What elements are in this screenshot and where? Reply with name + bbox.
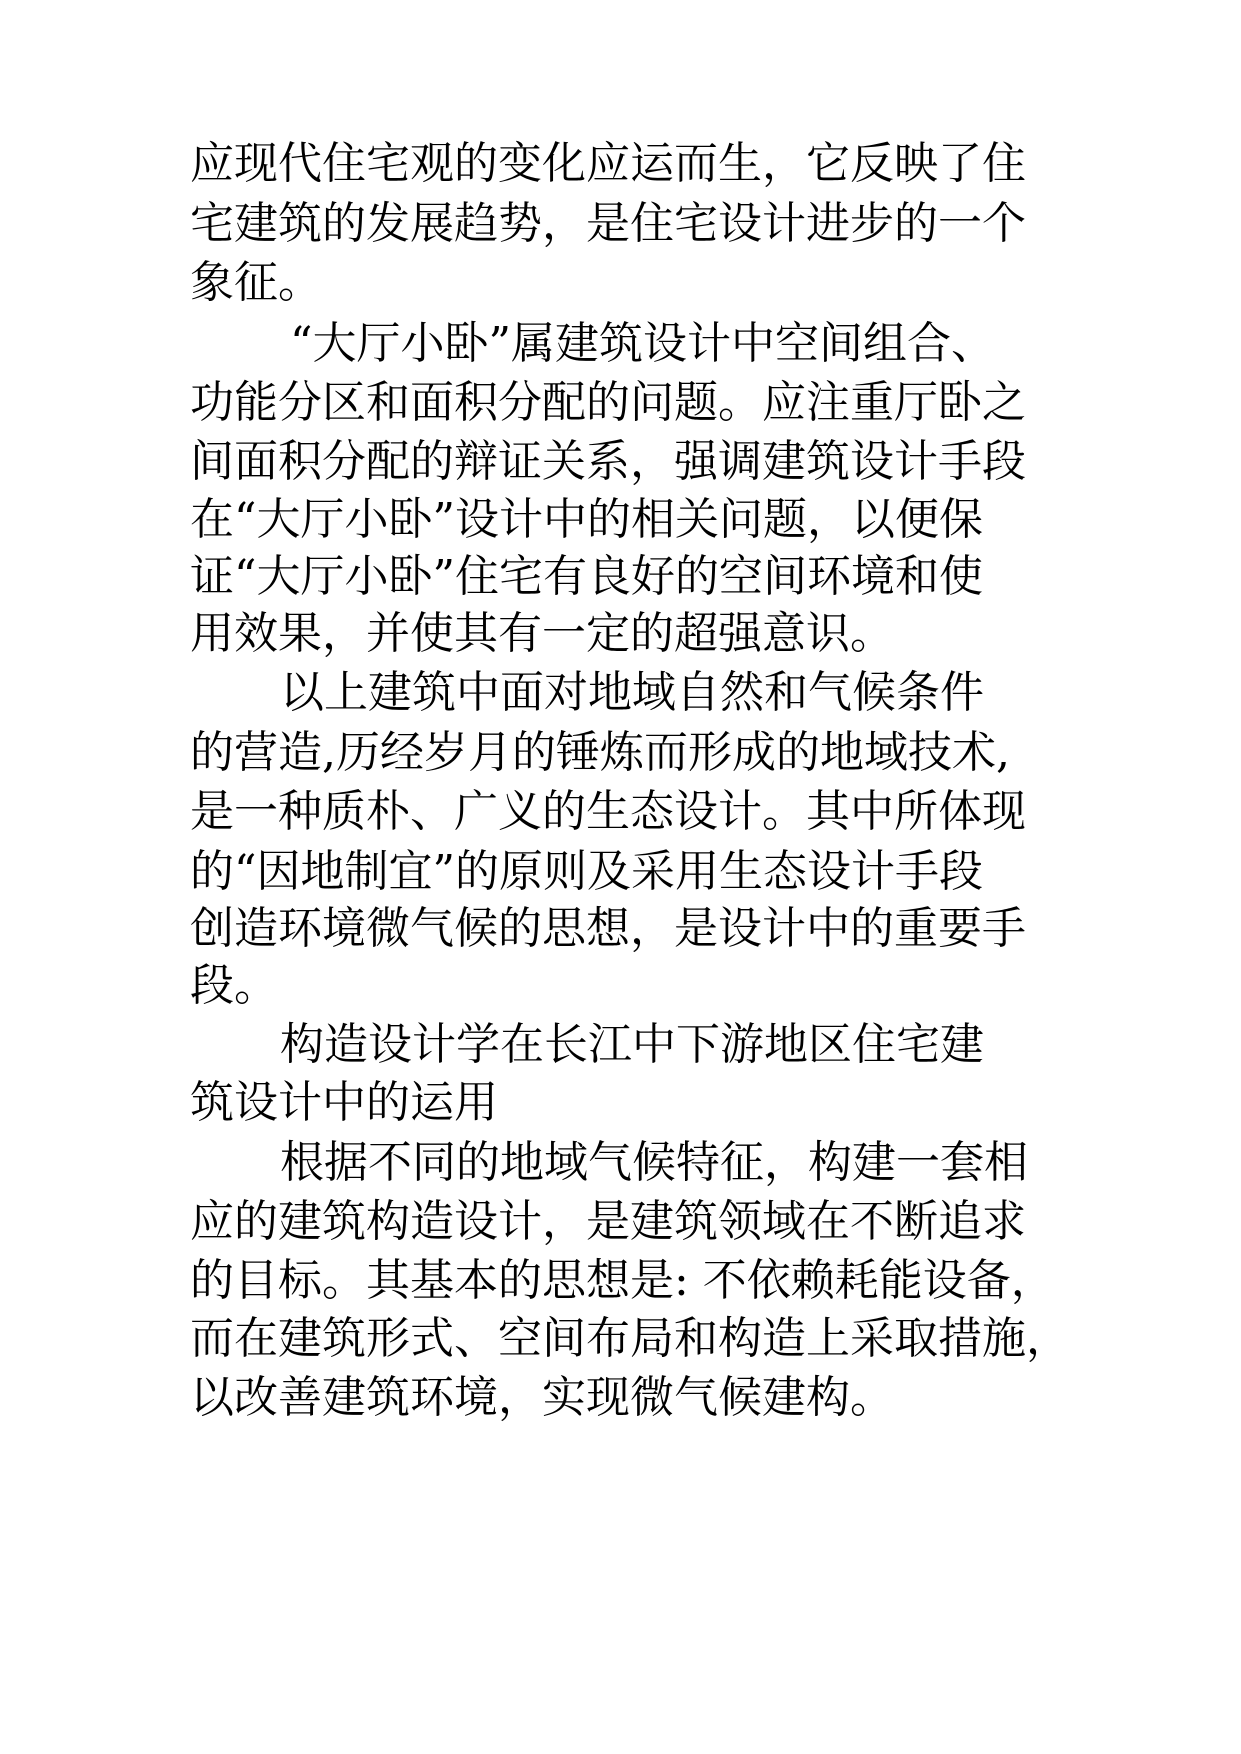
paragraph-2-line-2: 功能分区和面积分配的问题。应注重厅卧之: [190, 377, 1026, 428]
paragraph-3-line-4: 的“因地制宜”的原则及采用生态设计手段: [190, 846, 983, 897]
paragraph-2-line-4: 在“大厅小卧”设计中的相关问题，以便保: [190, 494, 983, 545]
paragraph-5-line-3: 的目标。其基本的思想是: 不依赖耗能设备，: [190, 1255, 1055, 1306]
paragraph-1-line-2: 宅建筑的发展趋势，是住宅设计进步的一个: [190, 198, 1026, 249]
paragraph-3-line-5: 创造环境微气候的思想，是设计中的重要手: [190, 903, 1026, 954]
paragraph-3-line-2: 的营造,历经岁月的锤炼而形成的地域技术,: [190, 727, 1010, 778]
paragraph-5-line-5: 以改善建筑环境，实现微气候建构。: [190, 1372, 894, 1423]
paragraph-5-line-2: 应的建筑构造设计，是建筑领域在不断追求: [190, 1196, 1026, 1247]
paragraph-4-line-2: 筑设计中的运用: [190, 1077, 498, 1128]
paragraph-2-line-5: 证“大厅小卧”住宅有良好的空间环境和使: [190, 551, 983, 602]
paragraph-4-line-1: 构造设计学在长江中下游地区住宅建: [280, 1019, 984, 1070]
paragraph-1-line-1: 应现代住宅观的变化应运而生，它反映了住: [190, 138, 1026, 189]
paragraph-2-line-3: 间面积分配的辩证关系，强调建筑设计手段: [190, 436, 1026, 487]
paragraph-3-line-6: 段。: [190, 960, 278, 1011]
paragraph-5-line-1: 根据不同的地域气候特征，构建一套相: [280, 1137, 1028, 1188]
paragraph-2-line-6: 用效果，并使其有一定的超强意识。: [190, 608, 894, 659]
paragraph-3-line-1: 以上建筑中面对地域自然和气候条件: [280, 667, 984, 718]
paragraph-3-line-3: 是一种质朴、广义的生态设计。其中所体现: [190, 786, 1026, 837]
paragraph-5-line-4: 而在建筑形式、空间布局和构造上采取措施，: [190, 1313, 1070, 1364]
paragraph-2-line-1: “大厅小卧”属建筑设计中空间组合、: [290, 318, 995, 369]
paragraph-1-line-3: 象征。: [190, 257, 322, 308]
